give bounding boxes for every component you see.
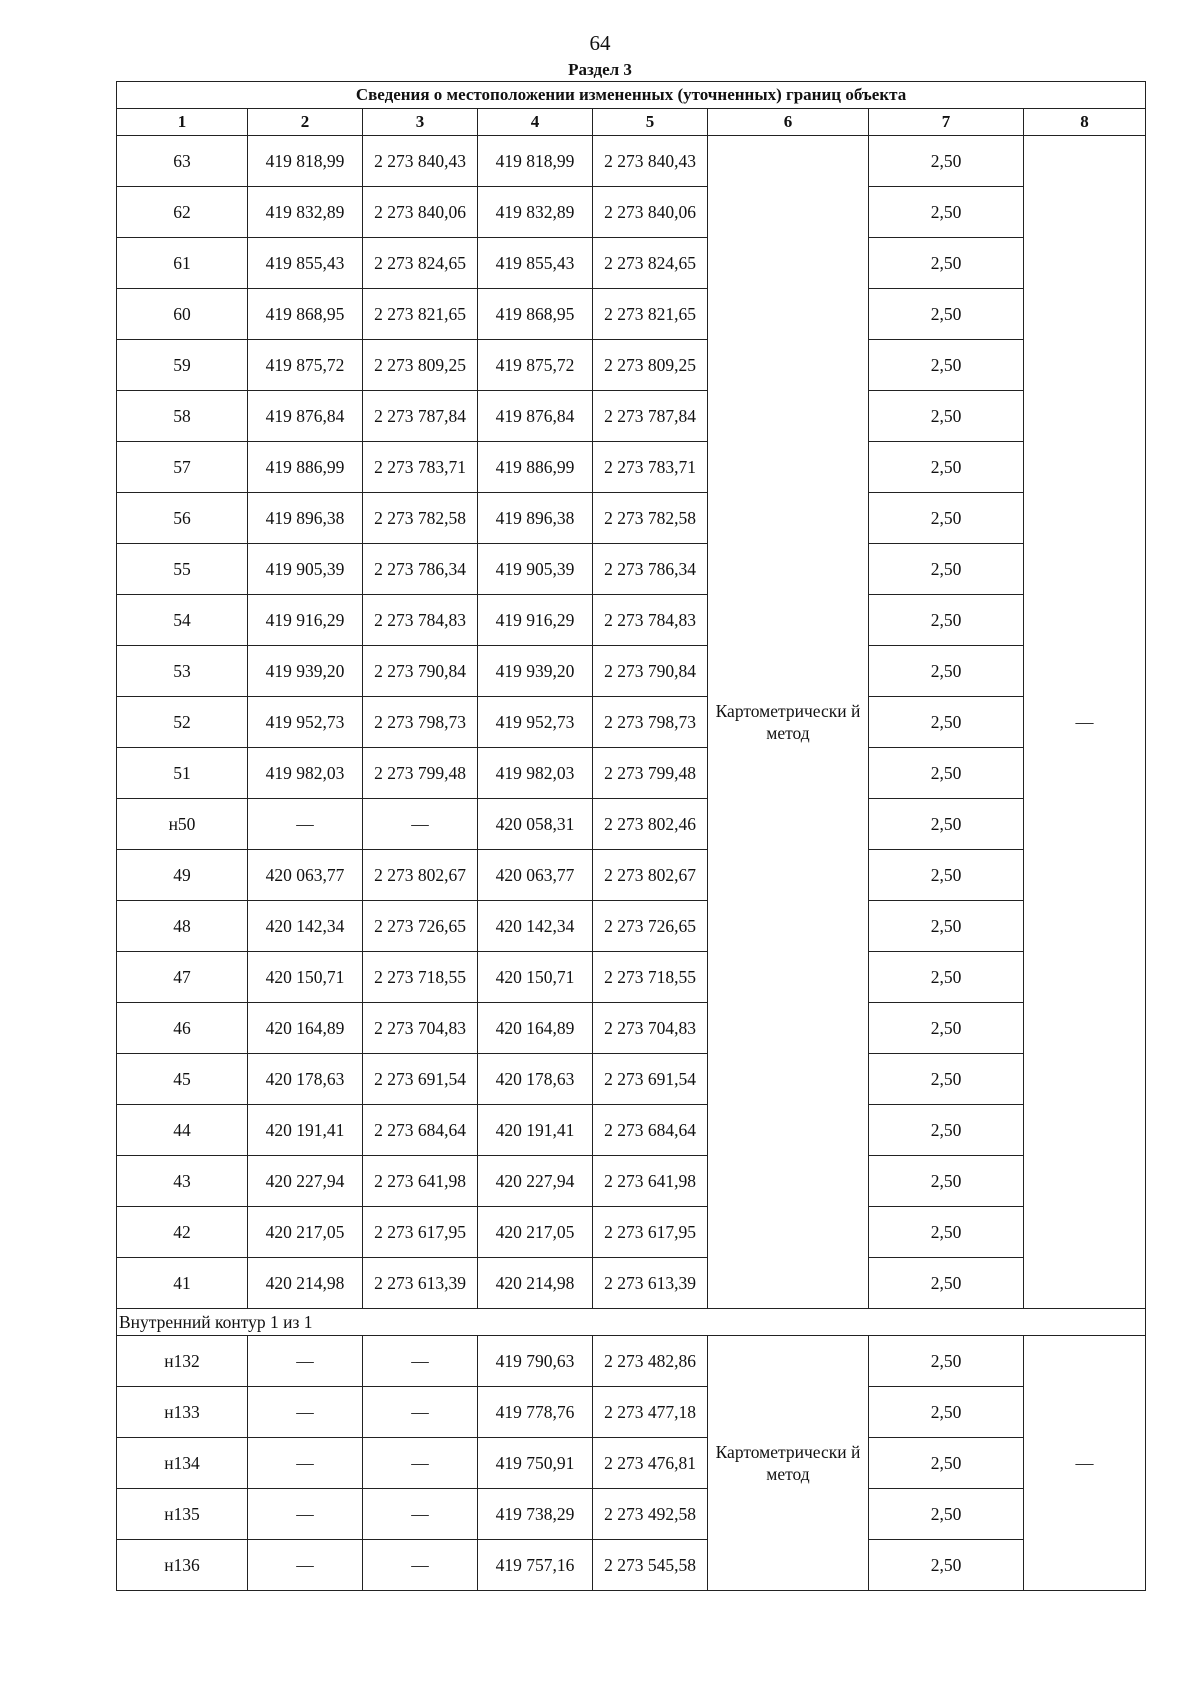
refined-x-cell: 419 905,39 — [478, 544, 593, 595]
refined-y-cell: 2 273 726,65 — [593, 901, 708, 952]
accuracy-cell: 2,50 — [869, 1207, 1024, 1258]
point-number-cell: н135 — [117, 1489, 248, 1540]
existing-y-cell: 2 273 782,58 — [363, 493, 478, 544]
table-row — [117, 646, 1146, 697]
existing-y-cell: 2 273 824,65 — [363, 238, 478, 289]
point-number-cell: н50 — [117, 799, 248, 850]
column-number: 4 — [478, 109, 593, 136]
existing-x-cell: — — [248, 1438, 363, 1489]
accuracy-cell: 2,50 — [869, 391, 1024, 442]
existing-x-cell: 420 142,34 — [248, 901, 363, 952]
accuracy-cell: 2,50 — [869, 646, 1024, 697]
refined-x-cell: 419 818,99 — [478, 136, 593, 187]
refined-x-cell: 419 790,63 — [478, 1336, 593, 1387]
table-row — [117, 1438, 1146, 1489]
refined-y-cell: 2 273 840,43 — [593, 136, 708, 187]
accuracy-cell: 2,50 — [869, 1054, 1024, 1105]
existing-y-cell: 2 273 691,54 — [363, 1054, 478, 1105]
refined-y-cell: 2 273 684,64 — [593, 1105, 708, 1156]
refined-x-cell: 419 886,99 — [478, 442, 593, 493]
column-8-cell: — — [1024, 1336, 1146, 1591]
accuracy-cell: 2,50 — [869, 340, 1024, 391]
refined-y-cell: 2 273 704,83 — [593, 1003, 708, 1054]
point-number-cell: н136 — [117, 1540, 248, 1591]
existing-y-cell: 2 273 809,25 — [363, 340, 478, 391]
accuracy-cell: 2,50 — [869, 901, 1024, 952]
accuracy-cell: 2,50 — [869, 1336, 1024, 1387]
table-row — [117, 1003, 1146, 1054]
point-number-cell: 55 — [117, 544, 248, 595]
existing-x-cell: 420 178,63 — [248, 1054, 363, 1105]
point-number-cell: 48 — [117, 901, 248, 952]
table-row — [117, 1105, 1146, 1156]
existing-y-cell: — — [363, 1387, 478, 1438]
accuracy-cell: 2,50 — [869, 697, 1024, 748]
refined-x-cell: 419 832,89 — [478, 187, 593, 238]
existing-x-cell: 419 982,03 — [248, 748, 363, 799]
existing-x-cell: 419 855,43 — [248, 238, 363, 289]
refined-y-cell: 2 273 613,39 — [593, 1258, 708, 1309]
refined-y-cell: 2 273 809,25 — [593, 340, 708, 391]
refined-y-cell: 2 273 783,71 — [593, 442, 708, 493]
refined-y-cell: 2 273 482,86 — [593, 1336, 708, 1387]
existing-y-cell: 2 273 802,67 — [363, 850, 478, 901]
existing-x-cell: 420 227,94 — [248, 1156, 363, 1207]
table-row — [117, 1258, 1146, 1309]
table-row — [117, 1387, 1146, 1438]
existing-y-cell: 2 273 784,83 — [363, 595, 478, 646]
point-number-cell: 53 — [117, 646, 248, 697]
refined-x-cell: 419 757,16 — [478, 1540, 593, 1591]
existing-y-cell: 2 273 726,65 — [363, 901, 478, 952]
accuracy-cell: 2,50 — [869, 850, 1024, 901]
existing-y-cell: 2 273 617,95 — [363, 1207, 478, 1258]
existing-y-cell: 2 273 821,65 — [363, 289, 478, 340]
point-number-cell: 54 — [117, 595, 248, 646]
point-number-cell: 63 — [117, 136, 248, 187]
method-cell: Картометрически й метод — [708, 136, 869, 1309]
table-row — [117, 1540, 1146, 1591]
column-number: 8 — [1024, 109, 1146, 136]
existing-y-cell: 2 273 787,84 — [363, 391, 478, 442]
existing-x-cell: 420 063,77 — [248, 850, 363, 901]
point-number-cell: 52 — [117, 697, 248, 748]
accuracy-cell: 2,50 — [869, 1003, 1024, 1054]
table-row — [117, 136, 1146, 187]
existing-y-cell: 2 273 684,64 — [363, 1105, 478, 1156]
refined-y-cell: 2 273 718,55 — [593, 952, 708, 1003]
refined-x-cell: 419 868,95 — [478, 289, 593, 340]
point-number-cell: 42 — [117, 1207, 248, 1258]
accuracy-cell: 2,50 — [869, 442, 1024, 493]
accuracy-cell: 2,50 — [869, 1438, 1024, 1489]
contour-label: Внутренний контур 1 из 1 — [117, 1309, 1146, 1336]
existing-x-cell: 420 164,89 — [248, 1003, 363, 1054]
coordinates-table — [116, 81, 1146, 1591]
refined-y-cell: 2 273 477,18 — [593, 1387, 708, 1438]
refined-x-cell: 420 227,94 — [478, 1156, 593, 1207]
refined-x-cell: 419 982,03 — [478, 748, 593, 799]
existing-x-cell: 420 217,05 — [248, 1207, 363, 1258]
refined-y-cell: 2 273 786,34 — [593, 544, 708, 595]
accuracy-cell: 2,50 — [869, 1105, 1024, 1156]
table-row — [117, 442, 1146, 493]
existing-x-cell: 419 868,95 — [248, 289, 363, 340]
refined-x-cell: 419 939,20 — [478, 646, 593, 697]
refined-y-cell: 2 273 821,65 — [593, 289, 708, 340]
point-number-cell: 61 — [117, 238, 248, 289]
accuracy-cell: 2,50 — [869, 187, 1024, 238]
refined-x-cell: 419 875,72 — [478, 340, 593, 391]
point-number-cell: 58 — [117, 391, 248, 442]
existing-x-cell: 420 150,71 — [248, 952, 363, 1003]
point-number-cell: 51 — [117, 748, 248, 799]
refined-x-cell: 419 738,29 — [478, 1489, 593, 1540]
table-row — [117, 340, 1146, 391]
refined-y-cell: 2 273 798,73 — [593, 697, 708, 748]
existing-x-cell: 419 875,72 — [248, 340, 363, 391]
table-row — [117, 1156, 1146, 1207]
accuracy-cell: 2,50 — [869, 1156, 1024, 1207]
refined-x-cell: 420 150,71 — [478, 952, 593, 1003]
existing-x-cell: — — [248, 799, 363, 850]
refined-x-cell: 419 896,38 — [478, 493, 593, 544]
existing-y-cell: 2 273 641,98 — [363, 1156, 478, 1207]
refined-x-cell: 420 164,89 — [478, 1003, 593, 1054]
table-row — [117, 1054, 1146, 1105]
existing-x-cell: 420 214,98 — [248, 1258, 363, 1309]
refined-x-cell: 420 214,98 — [478, 1258, 593, 1309]
existing-x-cell: 419 916,29 — [248, 595, 363, 646]
existing-y-cell: 2 273 790,84 — [363, 646, 478, 697]
refined-y-cell: 2 273 782,58 — [593, 493, 708, 544]
table-row — [117, 697, 1146, 748]
existing-y-cell: 2 273 840,43 — [363, 136, 478, 187]
table-row — [117, 1489, 1146, 1540]
accuracy-cell: 2,50 — [869, 493, 1024, 544]
table-row — [117, 187, 1146, 238]
refined-x-cell: 420 217,05 — [478, 1207, 593, 1258]
existing-x-cell: 419 818,99 — [248, 136, 363, 187]
section-title: Раздел 3 — [568, 60, 632, 79]
refined-y-cell: 2 273 691,54 — [593, 1054, 708, 1105]
column-number: 2 — [248, 109, 363, 136]
point-number-cell: 59 — [117, 340, 248, 391]
refined-x-cell: 419 952,73 — [478, 697, 593, 748]
existing-y-cell: 2 273 613,39 — [363, 1258, 478, 1309]
refined-y-cell: 2 273 787,84 — [593, 391, 708, 442]
refined-x-cell: 420 142,34 — [478, 901, 593, 952]
refined-y-cell: 2 273 824,65 — [593, 238, 708, 289]
refined-x-cell: 419 876,84 — [478, 391, 593, 442]
existing-y-cell: 2 273 798,73 — [363, 697, 478, 748]
refined-x-cell: 419 778,76 — [478, 1387, 593, 1438]
column-number: 3 — [363, 109, 478, 136]
column-number: 7 — [869, 109, 1024, 136]
table-row — [117, 595, 1146, 646]
refined-x-cell: 420 063,77 — [478, 850, 593, 901]
existing-x-cell: 419 952,73 — [248, 697, 363, 748]
refined-y-cell: 2 273 840,06 — [593, 187, 708, 238]
existing-y-cell: — — [363, 1489, 478, 1540]
refined-y-cell: 2 273 492,58 — [593, 1489, 708, 1540]
existing-y-cell: — — [363, 1540, 478, 1591]
accuracy-cell: 2,50 — [869, 238, 1024, 289]
accuracy-cell: 2,50 — [869, 1258, 1024, 1309]
point-number-cell: 57 — [117, 442, 248, 493]
existing-y-cell: 2 273 799,48 — [363, 748, 478, 799]
point-number-cell: 49 — [117, 850, 248, 901]
point-number-cell: н133 — [117, 1387, 248, 1438]
existing-x-cell: — — [248, 1540, 363, 1591]
existing-x-cell: 419 905,39 — [248, 544, 363, 595]
point-number-cell: н134 — [117, 1438, 248, 1489]
refined-y-cell: 2 273 617,95 — [593, 1207, 708, 1258]
accuracy-cell: 2,50 — [869, 1540, 1024, 1591]
refined-x-cell: 420 178,63 — [478, 1054, 593, 1105]
existing-x-cell: 420 191,41 — [248, 1105, 363, 1156]
accuracy-cell: 2,50 — [869, 1489, 1024, 1540]
refined-y-cell: 2 273 784,83 — [593, 595, 708, 646]
accuracy-cell: 2,50 — [869, 1387, 1024, 1438]
existing-y-cell: 2 273 786,34 — [363, 544, 478, 595]
existing-x-cell: 419 876,84 — [248, 391, 363, 442]
accuracy-cell: 2,50 — [869, 289, 1024, 340]
existing-x-cell: 419 886,99 — [248, 442, 363, 493]
existing-x-cell: — — [248, 1336, 363, 1387]
point-number-cell: 47 — [117, 952, 248, 1003]
refined-x-cell: 420 191,41 — [478, 1105, 593, 1156]
column-8-cell: — — [1024, 136, 1146, 1309]
table-row — [117, 544, 1146, 595]
existing-y-cell: 2 273 840,06 — [363, 187, 478, 238]
existing-y-cell: — — [363, 1336, 478, 1387]
point-number-cell: 56 — [117, 493, 248, 544]
refined-x-cell: 419 916,29 — [478, 595, 593, 646]
accuracy-cell: 2,50 — [869, 136, 1024, 187]
point-number-cell: н132 — [117, 1336, 248, 1387]
table-row — [117, 1336, 1146, 1387]
refined-y-cell: 2 273 799,48 — [593, 748, 708, 799]
column-numbers-row — [117, 109, 1146, 136]
table-row — [117, 238, 1146, 289]
accuracy-cell: 2,50 — [869, 748, 1024, 799]
table-row — [117, 493, 1146, 544]
refined-y-cell: 2 273 802,46 — [593, 799, 708, 850]
page-number: 64 — [589, 31, 611, 55]
existing-x-cell: — — [248, 1489, 363, 1540]
refined-x-cell: 420 058,31 — [478, 799, 593, 850]
accuracy-cell: 2,50 — [869, 799, 1024, 850]
table-row — [117, 850, 1146, 901]
refined-y-cell: 2 273 476,81 — [593, 1438, 708, 1489]
existing-y-cell: 2 273 718,55 — [363, 952, 478, 1003]
existing-x-cell: 419 939,20 — [248, 646, 363, 697]
table-row — [117, 901, 1146, 952]
column-number: 6 — [708, 109, 869, 136]
existing-x-cell: 419 832,89 — [248, 187, 363, 238]
refined-y-cell: 2 273 802,67 — [593, 850, 708, 901]
accuracy-cell: 2,50 — [869, 595, 1024, 646]
method-cell: Картометрически й метод — [708, 1336, 869, 1591]
point-number-cell: 46 — [117, 1003, 248, 1054]
point-number-cell: 44 — [117, 1105, 248, 1156]
table-row — [117, 289, 1146, 340]
point-number-cell: 43 — [117, 1156, 248, 1207]
refined-x-cell: 419 855,43 — [478, 238, 593, 289]
existing-x-cell: — — [248, 1387, 363, 1438]
point-number-cell: 60 — [117, 289, 248, 340]
table-title: Сведения о местоположении измененных (уточненных) границ объекта — [117, 82, 1146, 109]
existing-y-cell: — — [363, 799, 478, 850]
column-number: 5 — [593, 109, 708, 136]
accuracy-cell: 2,50 — [869, 544, 1024, 595]
existing-y-cell: 2 273 704,83 — [363, 1003, 478, 1054]
point-number-cell: 62 — [117, 187, 248, 238]
table-row — [117, 391, 1146, 442]
column-number: 1 — [117, 109, 248, 136]
existing-y-cell: — — [363, 1438, 478, 1489]
table-row — [117, 799, 1146, 850]
point-number-cell: 45 — [117, 1054, 248, 1105]
table-row — [117, 952, 1146, 1003]
refined-y-cell: 2 273 790,84 — [593, 646, 708, 697]
refined-x-cell: 419 750,91 — [478, 1438, 593, 1489]
refined-y-cell: 2 273 545,58 — [593, 1540, 708, 1591]
existing-y-cell: 2 273 783,71 — [363, 442, 478, 493]
table-row — [117, 1207, 1146, 1258]
existing-x-cell: 419 896,38 — [248, 493, 363, 544]
accuracy-cell: 2,50 — [869, 952, 1024, 1003]
refined-y-cell: 2 273 641,98 — [593, 1156, 708, 1207]
table-row — [117, 748, 1146, 799]
contour-row — [117, 1309, 1146, 1336]
point-number-cell: 41 — [117, 1258, 248, 1309]
